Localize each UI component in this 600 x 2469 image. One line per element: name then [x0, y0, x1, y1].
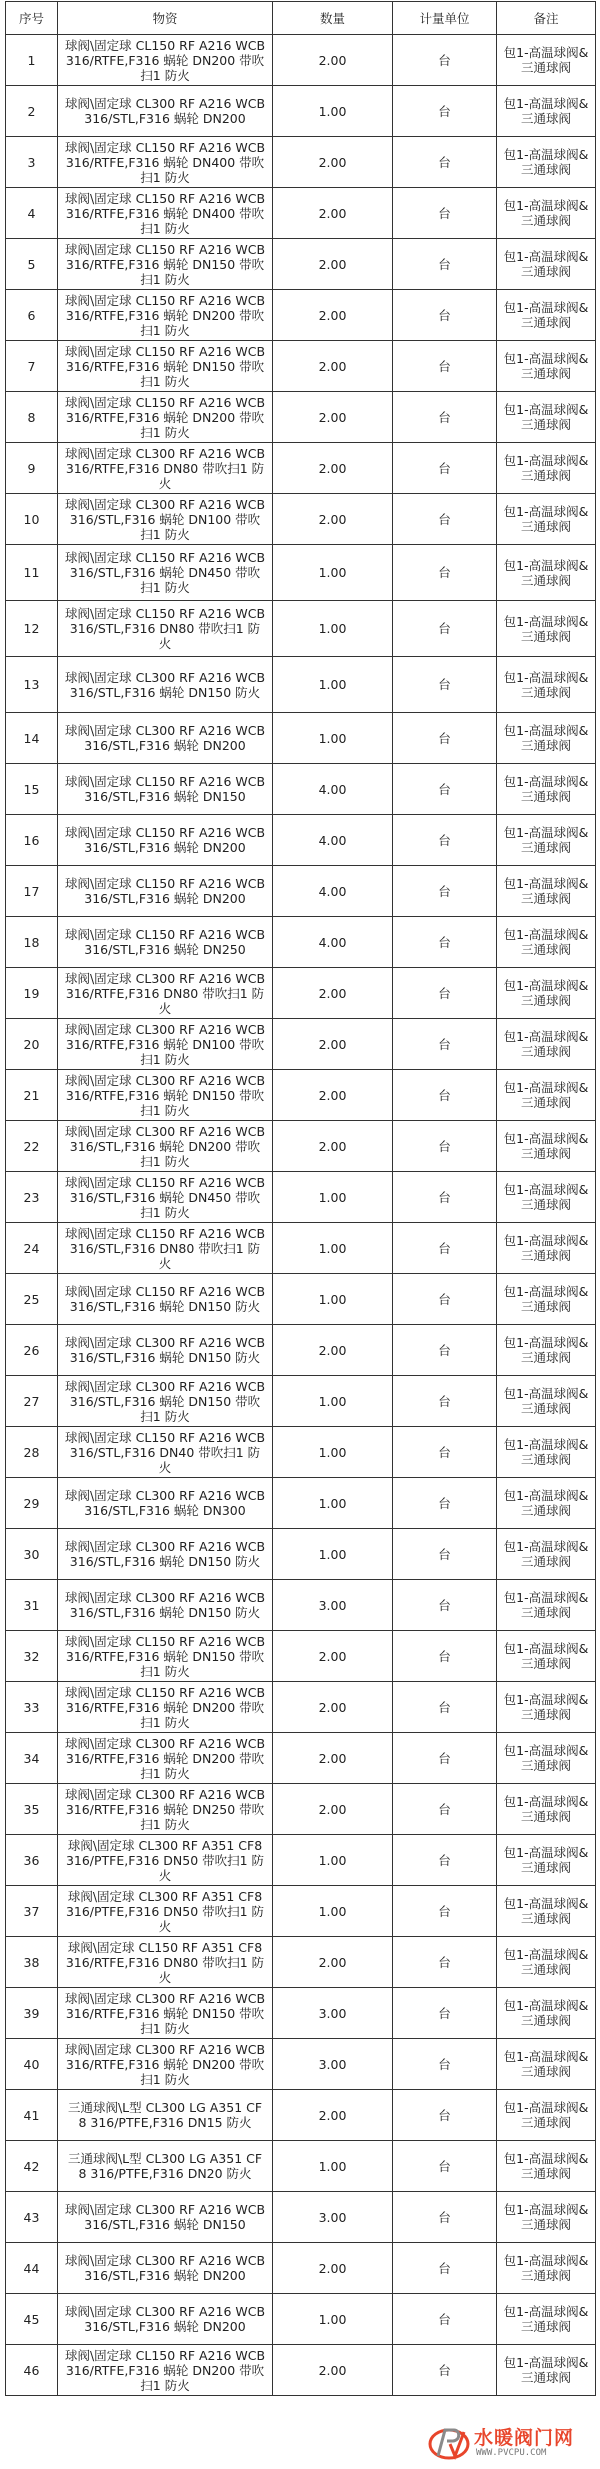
row-unit: 台: [393, 188, 497, 239]
row-no: 24: [6, 1223, 58, 1274]
row-no: 9: [6, 443, 58, 494]
materials-table: [5, 1, 596, 2396]
row-no: 17: [6, 866, 58, 917]
row-no: 36: [6, 1835, 58, 1886]
row-note: 包1-高温球阀&三通球阀: [497, 601, 596, 657]
row-note: 包1-高温球阀&三通球阀: [497, 1172, 596, 1223]
row-no: 42: [6, 2141, 58, 2192]
row-note: 包1-高温球阀&三通球阀: [497, 1580, 596, 1631]
row-unit: 台: [393, 917, 497, 968]
row-unit: 台: [393, 1886, 497, 1937]
row-no: 15: [6, 764, 58, 815]
row-unit: 台: [393, 1529, 497, 1580]
row-item: 球阀\固定球 CL300 RF A216 WCB 316/STL,F316 蜗轮 DN100 带吹扫1 防火: [58, 494, 273, 545]
table-row: [6, 239, 596, 290]
row-qty: 2.00: [273, 494, 393, 545]
row-note: 包1-高温球阀&三通球阀: [497, 968, 596, 1019]
row-no: 22: [6, 1121, 58, 1172]
table-row: [6, 86, 596, 137]
row-unit: 台: [393, 392, 497, 443]
row-note: 包1-高温球阀&三通球阀: [497, 866, 596, 917]
table-row: [6, 1274, 596, 1325]
table-row: [6, 545, 596, 601]
row-note: 包1-高温球阀&三通球阀: [497, 392, 596, 443]
row-qty: 1.00: [273, 86, 393, 137]
row-unit: 台: [393, 657, 497, 713]
table-row: [6, 1478, 596, 1529]
header-note: 备注: [497, 2, 596, 35]
header-unit: 计量单位: [393, 2, 497, 35]
row-unit: 台: [393, 2090, 497, 2141]
row-no: 29: [6, 1478, 58, 1529]
row-qty: 1.00: [273, 713, 393, 764]
row-no: 12: [6, 601, 58, 657]
row-item: 球阀\固定球 CL300 RF A216 WCB 316/RTFE,F316 蜗轮 DN150 带吹扫1 防火: [58, 1988, 273, 2039]
table-row: [6, 1172, 596, 1223]
row-item: 球阀\固定球 CL150 RF A216 WCB 316/RTFE,F316 蜗轮 DN200 带吹扫1 防火: [58, 392, 273, 443]
row-item: 球阀\固定球 CL150 RF A216 WCB 316/RTFE,F316 蜗轮 DN150 带吹扫1 防火: [58, 1631, 273, 1682]
row-qty: 3.00: [273, 2039, 393, 2090]
row-item: 球阀\固定球 CL150 RF A216 WCB 316/STL,F316 DN80 带吹扫1 防火: [58, 1223, 273, 1274]
row-item: 球阀\固定球 CL300 RF A216 WCB 316/RTFE,F316 蜗轮 DN150 带吹扫1 防火: [58, 1070, 273, 1121]
row-item: 球阀\固定球 CL150 RF A216 WCB 316/STL,F316 DN40 带吹扫1 防火: [58, 1427, 273, 1478]
row-item: 球阀\固定球 CL300 RF A216 WCB 316/RTFE,F316 DN80 带吹扫1 防火: [58, 443, 273, 494]
pv-logo-icon: [428, 2422, 470, 2462]
watermark-title: 水暖阀门网: [474, 2427, 575, 2449]
row-unit: 台: [393, 2192, 497, 2243]
row-no: 30: [6, 1529, 58, 1580]
row-qty: 1.00: [273, 1376, 393, 1427]
table-row: [6, 815, 596, 866]
row-unit: 台: [393, 1070, 497, 1121]
row-unit: 台: [393, 341, 497, 392]
row-note: 包1-高温球阀&三通球阀: [497, 2090, 596, 2141]
header-qty: 数量: [273, 2, 393, 35]
row-no: 37: [6, 1886, 58, 1937]
row-qty: 1.00: [273, 1529, 393, 1580]
row-unit: 台: [393, 1019, 497, 1070]
row-item: 球阀\固定球 CL300 RF A216 WCB 316/STL,F316 蜗轮 DN150 防火: [58, 1580, 273, 1631]
row-qty: 2.00: [273, 137, 393, 188]
row-unit: 台: [393, 1121, 497, 1172]
row-unit: 台: [393, 1835, 497, 1886]
row-unit: 台: [393, 1478, 497, 1529]
row-no: 1: [6, 35, 58, 86]
table-row: [6, 2192, 596, 2243]
row-item: 球阀\固定球 CL300 RF A216 WCB 316/RTFE,F316 蜗轮 DN200 带吹扫1 防火: [58, 1733, 273, 1784]
row-note: 包1-高温球阀&三通球阀: [497, 2294, 596, 2345]
row-note: 包1-高温球阀&三通球阀: [497, 1988, 596, 2039]
row-note: 包1-高温球阀&三通球阀: [497, 2192, 596, 2243]
header-no: 序号: [6, 2, 58, 35]
table-row: [6, 1529, 596, 1580]
row-note: 包1-高温球阀&三通球阀: [497, 1019, 596, 1070]
row-item: 球阀\固定球 CL300 RF A216 WCB 316/STL,F316 蜗轮 DN200: [58, 86, 273, 137]
row-qty: 1.00: [273, 1427, 393, 1478]
row-qty: 2.00: [273, 392, 393, 443]
row-item: 球阀\固定球 CL150 RF A216 WCB 316/STL,F316 蜗轮 DN200: [58, 815, 273, 866]
table-row: [6, 866, 596, 917]
row-note: 包1-高温球阀&三通球阀: [497, 657, 596, 713]
table-row: [6, 2090, 596, 2141]
row-qty: 1.00: [273, 1835, 393, 1886]
row-note: 包1-高温球阀&三通球阀: [497, 1070, 596, 1121]
row-item: 球阀\固定球 CL300 RF A351 CF8 316/PTFE,F316 DN50 带吹扫1 防火: [58, 1835, 273, 1886]
row-note: 包1-高温球阀&三通球阀: [497, 290, 596, 341]
row-item: 球阀\固定球 CL300 RF A216 WCB 316/STL,F316 蜗轮 DN200: [58, 713, 273, 764]
table-header-row: [6, 2, 596, 35]
row-unit: 台: [393, 815, 497, 866]
row-item: 球阀\固定球 CL300 RF A216 WCB 316/STL,F316 蜗轮 DN150: [58, 2192, 273, 2243]
row-qty: 4.00: [273, 764, 393, 815]
row-note: 包1-高温球阀&三通球阀: [497, 137, 596, 188]
row-qty: 4.00: [273, 917, 393, 968]
table-row: [6, 601, 596, 657]
table-row: [6, 657, 596, 713]
row-note: 包1-高温球阀&三通球阀: [497, 239, 596, 290]
table-row: [6, 1937, 596, 1988]
header-item: 物资: [58, 2, 273, 35]
row-item: 球阀\固定球 CL150 RF A216 WCB 316/STL,F316 蜗轮 DN150 防火: [58, 1274, 273, 1325]
row-note: 包1-高温球阀&三通球阀: [497, 713, 596, 764]
row-qty: 2.00: [273, 1631, 393, 1682]
row-unit: 台: [393, 86, 497, 137]
row-qty: 2.00: [273, 341, 393, 392]
row-note: 包1-高温球阀&三通球阀: [497, 1274, 596, 1325]
row-item: 球阀\固定球 CL300 RF A216 WCB 316/STL,F316 蜗轮 DN200: [58, 2243, 273, 2294]
row-unit: 台: [393, 2039, 497, 2090]
row-note: 包1-高温球阀&三通球阀: [497, 1325, 596, 1376]
row-qty: 3.00: [273, 2192, 393, 2243]
row-item: 球阀\固定球 CL150 RF A216 WCB 316/RTFE,F316 蜗轮 DN150 带吹扫1 防火: [58, 239, 273, 290]
row-note: 包1-高温球阀&三通球阀: [497, 1682, 596, 1733]
row-qty: 2.00: [273, 2090, 393, 2141]
row-unit: 台: [393, 2141, 497, 2192]
row-item: 球阀\固定球 CL150 RF A216 WCB 316/STL,F316 蜗轮 DN450 带吹扫1 防火: [58, 1172, 273, 1223]
row-note: 包1-高温球阀&三通球阀: [497, 2243, 596, 2294]
row-qty: 4.00: [273, 815, 393, 866]
row-note: 包1-高温球阀&三通球阀: [497, 35, 596, 86]
row-note: 包1-高温球阀&三通球阀: [497, 1937, 596, 1988]
row-item: 球阀\固定球 CL300 RF A216 WCB 316/STL,F316 蜗轮 DN150 防火: [58, 657, 273, 713]
row-qty: 2.00: [273, 2243, 393, 2294]
row-note: 包1-高温球阀&三通球阀: [497, 1376, 596, 1427]
row-unit: 台: [393, 1172, 497, 1223]
row-unit: 台: [393, 1937, 497, 1988]
site-watermark: [428, 2422, 588, 2462]
row-qty: 1.00: [273, 1223, 393, 1274]
row-unit: 台: [393, 1376, 497, 1427]
row-qty: 1.00: [273, 545, 393, 601]
row-qty: 4.00: [273, 866, 393, 917]
row-qty: 2.00: [273, 1121, 393, 1172]
row-no: 33: [6, 1682, 58, 1733]
row-item: 球阀\固定球 CL150 RF A216 WCB 316/RTFE,F316 蜗轮 DN150 带吹扫1 防火: [58, 341, 273, 392]
table-row: [6, 1682, 596, 1733]
row-item: 球阀\固定球 CL300 RF A216 WCB 316/STL,F316 蜗轮 DN200: [58, 2294, 273, 2345]
row-qty: 1.00: [273, 1274, 393, 1325]
row-no: 19: [6, 968, 58, 1019]
table-row: [6, 2345, 596, 2396]
row-note: 包1-高温球阀&三通球阀: [497, 341, 596, 392]
row-note: 包1-高温球阀&三通球阀: [497, 443, 596, 494]
row-note: 包1-高温球阀&三通球阀: [497, 1886, 596, 1937]
row-qty: 2.00: [273, 2345, 393, 2396]
row-qty: 3.00: [273, 1988, 393, 2039]
table-row: [6, 1427, 596, 1478]
row-no: 4: [6, 188, 58, 239]
row-qty: 1.00: [273, 2141, 393, 2192]
row-item: 球阀\固定球 CL300 RF A216 WCB 316/STL,F316 蜗轮 DN150 防火: [58, 1325, 273, 1376]
row-unit: 台: [393, 866, 497, 917]
row-qty: 2.00: [273, 1682, 393, 1733]
row-no: 6: [6, 290, 58, 341]
table-row: [6, 1019, 596, 1070]
row-unit: 台: [393, 1274, 497, 1325]
row-note: 包1-高温球阀&三通球阀: [497, 1478, 596, 1529]
table-row: [6, 1886, 596, 1937]
table-row: [6, 1325, 596, 1376]
row-unit: 台: [393, 764, 497, 815]
row-item: 球阀\固定球 CL300 RF A216 WCB 316/STL,F316 蜗轮 DN300: [58, 1478, 273, 1529]
row-no: 5: [6, 239, 58, 290]
row-qty: 2.00: [273, 968, 393, 1019]
row-note: 包1-高温球阀&三通球阀: [497, 815, 596, 866]
row-unit: 台: [393, 2243, 497, 2294]
row-unit: 台: [393, 1427, 497, 1478]
row-no: 41: [6, 2090, 58, 2141]
table-row: [6, 1631, 596, 1682]
row-note: 包1-高温球阀&三通球阀: [497, 1427, 596, 1478]
row-unit: 台: [393, 1784, 497, 1835]
row-unit: 台: [393, 2345, 497, 2396]
row-no: 11: [6, 545, 58, 601]
row-no: 44: [6, 2243, 58, 2294]
row-note: 包1-高温球阀&三通球阀: [497, 1631, 596, 1682]
row-qty: 1.00: [273, 2294, 393, 2345]
table-row: [6, 1580, 596, 1631]
row-note: 包1-高温球阀&三通球阀: [497, 545, 596, 601]
row-qty: 2.00: [273, 443, 393, 494]
row-no: 3: [6, 137, 58, 188]
row-item: 球阀\固定球 CL300 RF A216 WCB 316/STL,F316 蜗轮 DN150 带吹扫1 防火: [58, 1376, 273, 1427]
row-unit: 台: [393, 1631, 497, 1682]
row-note: 包1-高温球阀&三通球阀: [497, 1835, 596, 1886]
row-unit: 台: [393, 1223, 497, 1274]
row-item: 球阀\固定球 CL150 RF A351 CF8 316/RTFE,F316 DN80 带吹扫1 防火: [58, 1937, 273, 1988]
row-note: 包1-高温球阀&三通球阀: [497, 86, 596, 137]
row-no: 26: [6, 1325, 58, 1376]
row-no: 38: [6, 1937, 58, 1988]
row-unit: 台: [393, 494, 497, 545]
row-no: 43: [6, 2192, 58, 2243]
row-qty: 2.00: [273, 1325, 393, 1376]
row-item: 球阀\固定球 CL300 RF A216 WCB 316/RTFE,F316 蜗轮 DN250 带吹扫1 防火: [58, 1784, 273, 1835]
table-row: [6, 443, 596, 494]
row-note: 包1-高温球阀&三通球阀: [497, 1733, 596, 1784]
row-item: 球阀\固定球 CL300 RF A216 WCB 316/STL,F316 蜗轮 DN200 带吹扫1 防火: [58, 1121, 273, 1172]
table-row: [6, 137, 596, 188]
row-item: 球阀\固定球 CL300 RF A216 WCB 316/RTFE,F316 DN80 带吹扫1 防火: [58, 968, 273, 1019]
row-item: 球阀\固定球 CL150 RF A216 WCB 316/RTFE,F316 蜗轮 DN200 带吹扫1 防火: [58, 1682, 273, 1733]
row-qty: 3.00: [273, 1580, 393, 1631]
row-qty: 2.00: [273, 290, 393, 341]
row-no: 35: [6, 1784, 58, 1835]
row-item: 球阀\固定球 CL150 RF A216 WCB 316/RTFE,F316 蜗轮 DN200 带吹扫1 防火: [58, 35, 273, 86]
row-unit: 台: [393, 137, 497, 188]
row-item: 球阀\固定球 CL150 RF A216 WCB 316/RTFE,F316 蜗轮 DN200 带吹扫1 防火: [58, 2345, 273, 2396]
table-row: [6, 494, 596, 545]
row-unit: 台: [393, 1580, 497, 1631]
row-no: 18: [6, 917, 58, 968]
row-no: 10: [6, 494, 58, 545]
row-qty: 1.00: [273, 657, 393, 713]
row-qty: 2.00: [273, 1733, 393, 1784]
table-row: [6, 713, 596, 764]
row-note: 包1-高温球阀&三通球阀: [497, 1784, 596, 1835]
table-row: [6, 1988, 596, 2039]
row-no: 13: [6, 657, 58, 713]
row-no: 31: [6, 1580, 58, 1631]
table-row: [6, 917, 596, 968]
row-note: 包1-高温球阀&三通球阀: [497, 764, 596, 815]
table-row: [6, 290, 596, 341]
row-no: 20: [6, 1019, 58, 1070]
row-no: 40: [6, 2039, 58, 2090]
table-row: [6, 35, 596, 86]
row-item: 球阀\固定球 CL150 RF A216 WCB 316/STL,F316 蜗轮 DN450 带吹扫1 防火: [58, 545, 273, 601]
row-unit: 台: [393, 968, 497, 1019]
row-item: 球阀\固定球 CL300 RF A216 WCB 316/RTFE,F316 蜗轮 DN100 带吹扫1 防火: [58, 1019, 273, 1070]
row-item: 球阀\固定球 CL150 RF A216 WCB 316/STL,F316 蜗轮 DN200: [58, 866, 273, 917]
row-item: 球阀\固定球 CL300 RF A216 WCB 316/STL,F316 蜗轮 DN150 防火: [58, 1529, 273, 1580]
row-no: 7: [6, 341, 58, 392]
table-row: [6, 1070, 596, 1121]
row-no: 28: [6, 1427, 58, 1478]
row-unit: 台: [393, 1682, 497, 1733]
row-no: 39: [6, 1988, 58, 2039]
table-row: [6, 341, 596, 392]
row-qty: 2.00: [273, 188, 393, 239]
row-no: 8: [6, 392, 58, 443]
row-unit: 台: [393, 443, 497, 494]
table-row: [6, 2141, 596, 2192]
row-unit: 台: [393, 601, 497, 657]
row-note: 包1-高温球阀&三通球阀: [497, 2039, 596, 2090]
row-item: 球阀\固定球 CL300 RF A216 WCB 316/RTFE,F316 蜗轮 DN200 带吹扫1 防火: [58, 2039, 273, 2090]
row-no: 27: [6, 1376, 58, 1427]
row-qty: 1.00: [273, 601, 393, 657]
row-item: 球阀\固定球 CL150 RF A216 WCB 316/STL,F316 DN80 带吹扫1 防火: [58, 601, 273, 657]
row-qty: 2.00: [273, 1070, 393, 1121]
row-unit: 台: [393, 2294, 497, 2345]
row-no: 34: [6, 1733, 58, 1784]
table-row: [6, 764, 596, 815]
table-row: [6, 1784, 596, 1835]
table-row: [6, 188, 596, 239]
row-unit: 台: [393, 545, 497, 601]
row-qty: 2.00: [273, 1937, 393, 1988]
row-unit: 台: [393, 239, 497, 290]
table-row: [6, 392, 596, 443]
row-no: 2: [6, 86, 58, 137]
table-row: [6, 1121, 596, 1172]
row-item: 球阀\固定球 CL150 RF A216 WCB 316/STL,F316 蜗轮 DN250: [58, 917, 273, 968]
row-item: 球阀\固定球 CL150 RF A216 WCB 316/RTFE,F316 蜗轮 DN400 带吹扫1 防火: [58, 137, 273, 188]
row-item: 三通球阀\L型 CL300 LG A351 CF8 316/PTFE,F316 DN15 防火: [58, 2090, 273, 2141]
row-qty: 2.00: [273, 35, 393, 86]
table-row: [6, 2039, 596, 2090]
row-qty: 2.00: [273, 1019, 393, 1070]
row-note: 包1-高温球阀&三通球阀: [497, 2345, 596, 2396]
row-note: 包1-高温球阀&三通球阀: [497, 1121, 596, 1172]
row-item: 球阀\固定球 CL300 RF A351 CF8 316/PTFE,F316 DN50 带吹扫1 防火: [58, 1886, 273, 1937]
row-no: 25: [6, 1274, 58, 1325]
table-row: [6, 1835, 596, 1886]
row-no: 45: [6, 2294, 58, 2345]
row-unit: 台: [393, 35, 497, 86]
table-row: [6, 2243, 596, 2294]
row-qty: 1.00: [273, 1478, 393, 1529]
row-note: 包1-高温球阀&三通球阀: [497, 494, 596, 545]
table-row: [6, 968, 596, 1019]
row-no: 14: [6, 713, 58, 764]
row-no: 32: [6, 1631, 58, 1682]
row-unit: 台: [393, 1733, 497, 1784]
row-unit: 台: [393, 1988, 497, 2039]
table-row: [6, 2294, 596, 2345]
row-no: 46: [6, 2345, 58, 2396]
row-unit: 台: [393, 1325, 497, 1376]
row-item: 三通球阀\L型 CL300 LG A351 CF8 316/PTFE,F316 DN20 防火: [58, 2141, 273, 2192]
table-row: [6, 1376, 596, 1427]
row-no: 23: [6, 1172, 58, 1223]
row-unit: 台: [393, 713, 497, 764]
watermark-url: WWW.PVCPU.COM: [476, 2448, 547, 2458]
row-item: 球阀\固定球 CL150 RF A216 WCB 316/RTFE,F316 蜗轮 DN400 带吹扫1 防火: [58, 188, 273, 239]
row-qty: 2.00: [273, 1784, 393, 1835]
row-no: 21: [6, 1070, 58, 1121]
table-row: [6, 1733, 596, 1784]
row-unit: 台: [393, 290, 497, 341]
row-note: 包1-高温球阀&三通球阀: [497, 1223, 596, 1274]
row-qty: 2.00: [273, 239, 393, 290]
row-note: 包1-高温球阀&三通球阀: [497, 188, 596, 239]
row-note: 包1-高温球阀&三通球阀: [497, 1529, 596, 1580]
row-item: 球阀\固定球 CL150 RF A216 WCB 316/STL,F316 蜗轮 DN150: [58, 764, 273, 815]
row-qty: 1.00: [273, 1886, 393, 1937]
table-row: [6, 1223, 596, 1274]
row-no: 16: [6, 815, 58, 866]
row-qty: 1.00: [273, 1172, 393, 1223]
row-item: 球阀\固定球 CL150 RF A216 WCB 316/RTFE,F316 蜗轮 DN200 带吹扫1 防火: [58, 290, 273, 341]
row-note: 包1-高温球阀&三通球阀: [497, 917, 596, 968]
row-note: 包1-高温球阀&三通球阀: [497, 2141, 596, 2192]
